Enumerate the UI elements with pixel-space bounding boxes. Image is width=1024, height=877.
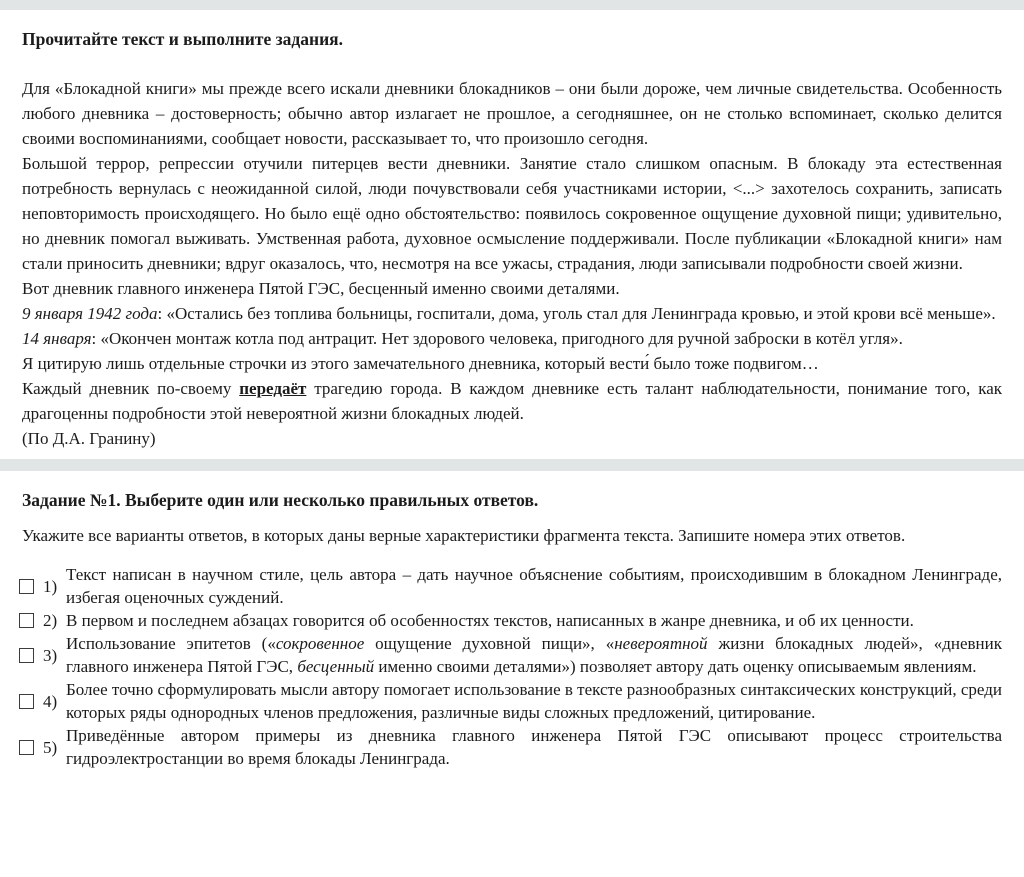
answer-option xyxy=(19,563,1002,609)
styled-text-segment: бесценный xyxy=(297,657,375,676)
text-segment: трагедию города. В каждом дневнике есть талант наблюдательности, понимание того, как драгоценны подробности этой невероятной жизни блокадных людей. xyxy=(22,379,1002,423)
reading-instruction-heading: Прочитайте текст и выполните задания. xyxy=(22,29,344,49)
answer-checkbox[interactable] xyxy=(19,579,34,594)
styled-text-segment: передаёт xyxy=(239,379,307,398)
text-segment: ощущение духовной пищи», « xyxy=(364,634,615,653)
option-number: 3) xyxy=(43,645,58,665)
text-paragraph xyxy=(22,426,1002,451)
text-paragraph xyxy=(22,376,1002,426)
text-paragraph xyxy=(22,301,1002,326)
text-paragraph xyxy=(22,276,1002,301)
styled-text-segment: 9 января 1942 года xyxy=(22,304,158,323)
text-segment: Вот дневник главного инженера Пятой ГЭС, бесценный именно своими деталями. xyxy=(22,279,620,298)
answer-checkbox[interactable] xyxy=(19,740,34,755)
answer-options xyxy=(19,563,1002,770)
task-section xyxy=(0,471,1024,770)
answer-option xyxy=(19,632,1002,678)
text-paragraph xyxy=(22,76,1002,151)
text-segment: Использование эпитетов (« xyxy=(66,634,276,653)
text-segment: Каждый дневник по-своему xyxy=(22,379,240,398)
text-segment: Большой террор, репрессии отучили питерцев вести дневники. Занятие стало слишком опасным. В блокаду эта естественная потребность вернулась с неожиданной силой, люди почувствовали себя участниками истории, <...> захотелось сохранить, записать неповторимость происходящего. Но было ещё одно обстоятельство: появилось сокровенное ощущение духовной пищи; удивительно, но дневник помогал выживать. Умственная работа, духовное осмысление поддерживали. После публикации «Блокадной книги» нам стали приносить дневники; вдруг оказалось, что, несмотря на все ужасы, страдания, люди записывали подробности своей жизни. xyxy=(22,154,1002,273)
styled-text-segment: сокровенное xyxy=(275,634,365,653)
task-heading: Задание №1. Выберите один или несколько правильных ответов. xyxy=(22,490,539,510)
text-paragraph xyxy=(22,351,1002,376)
option-number: 5) xyxy=(43,737,58,757)
text-segment: : «Остались без топлива больницы, госпитали, дома, уголь стал для Ленинграда кровью, и этой крови всё меньше». xyxy=(157,304,996,323)
option-text xyxy=(66,724,1002,770)
option-text xyxy=(66,563,1002,609)
text-segment: Приведённые автором примеры из дневника главного инженера Пятой ГЭС описывают процесс строительства гидроэлектростанции во время блокады Ленинграда. xyxy=(66,726,1002,768)
text-segment: (По Д.А. Гранину) xyxy=(22,429,156,448)
text-segment: Текст написан в научном стиле, цель автора – дать научное объяснение событиям, происходившим в блокадном Ленинграде, избегая оценочных суждений. xyxy=(66,565,1002,607)
option-number: 1) xyxy=(43,576,58,596)
text-segment: именно своими деталями») позволяет автору дать оценку описываемым явлениям. xyxy=(374,657,977,676)
reading-text xyxy=(22,76,1002,451)
text-segment: Более точно сформулировать мысли автору помогает использование в тексте разнообразных синтаксических конструкций, среди которых ряды однородных членов предложения, различные виды сложных предложений, цитирование. xyxy=(66,680,1002,722)
answer-option xyxy=(19,609,1002,632)
option-number: 2) xyxy=(43,611,58,630)
answer-checkbox[interactable] xyxy=(19,648,34,663)
styled-text-segment: 14 января xyxy=(22,329,92,348)
option-number: 4) xyxy=(43,691,58,711)
section-divider-bar xyxy=(0,459,1024,471)
styled-text-segment: невероятной xyxy=(614,634,708,653)
top-divider-bar xyxy=(0,0,1024,10)
text-segment: Для «Блокадной книги» мы прежде всего искали дневники блокадников – они были дороже, чем личные свидетельства. Особенность любого дневника – достоверность; обычно автор излагает не прошлое, а сегодняшнее, он не столько вспоминает, сколько делится своими воспоминаниями, сообщает новости, рассказывает то, что произошло сегодня. xyxy=(22,79,1002,148)
text-paragraph xyxy=(22,151,1002,276)
answer-checkbox[interactable] xyxy=(19,694,34,709)
option-text xyxy=(66,678,1002,724)
text-segment: Я цитирую лишь отдельные строчки из этого замечательного дневника, который вести́ было тоже подвигом… xyxy=(22,354,819,373)
text-segment: В первом и последнем абзацах говорится об особенностях текстов, написанных в жанре дневника, и об их ценности. xyxy=(66,611,914,630)
answer-option xyxy=(19,678,1002,724)
task-prompt: Укажите все варианты ответов, в которых даны верные характеристики фрагмента текста. Запишите номера этих ответов. xyxy=(22,526,906,545)
text-segment: : «Окончен монтаж котла под антрацит. Нет здорового человека, пригодного для ручной заброски в котёл угля». xyxy=(91,329,903,348)
option-text xyxy=(66,632,1002,678)
option-text xyxy=(66,609,1002,632)
text-paragraph xyxy=(22,326,1002,351)
answer-option xyxy=(19,724,1002,770)
answer-checkbox[interactable] xyxy=(19,613,34,628)
text-segment: жизни блокадных людей», «дневник главного инженера Пятой ГЭС, xyxy=(66,634,1002,676)
reading-section xyxy=(0,10,1024,451)
